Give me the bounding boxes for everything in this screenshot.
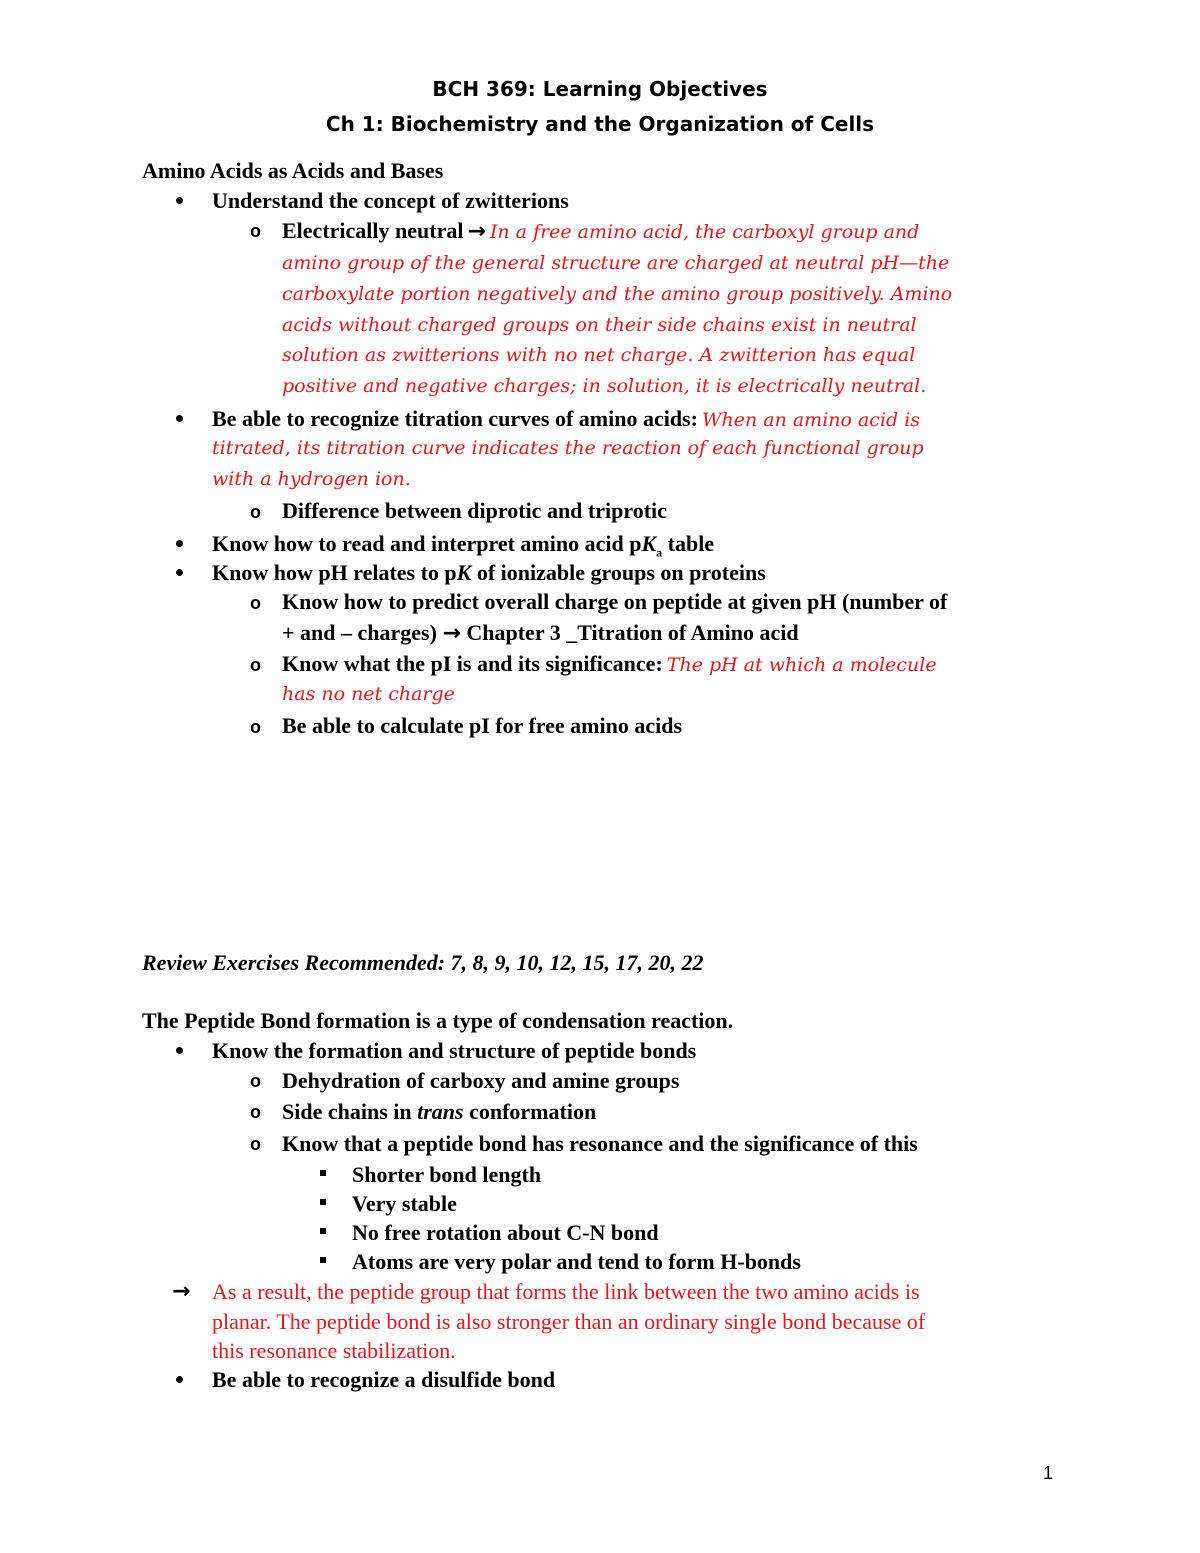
objective-calculate-pi: Be able to calculate pI for free amino acids — [282, 713, 683, 738]
bullet-square-icon — [320, 1228, 326, 1234]
result-note: As a result, the peptide group that forms the link between the two amino acids is — [212, 1279, 920, 1304]
objective-peptide-bonds: Know the formation and structure of peptide bonds — [212, 1038, 697, 1063]
result-note: this resonance stabilization. — [212, 1338, 456, 1363]
objective-trans-conformation: Side chains in trans conformation — [282, 1099, 597, 1124]
bullet-circle-icon: o — [250, 1071, 261, 1091]
section-heading-amino-acids: Amino Acids as Acids and Bases — [142, 158, 444, 183]
review-exercises: Review Exercises Recommended: 7, 8, 9, 10, 12, 15, 17, 20, 22 — [142, 950, 704, 975]
bullet-disc-icon — [176, 1047, 183, 1054]
definition-line: amino group of the general structure are charged at neutral pH—the — [282, 252, 950, 274]
objective-resonance: Know that a peptide bond has resonance and the significance of this — [282, 1131, 918, 1156]
objective-predict-charge: Know how to predict overall charge on peptide at given pH (number of — [282, 589, 948, 614]
result-note: planar. The peptide bond is also stronger than an ordinary single bond because of — [212, 1309, 926, 1334]
bullet-square-icon — [320, 1170, 326, 1176]
arrow-right-icon: → — [442, 621, 461, 646]
bullet-disc-icon — [176, 197, 183, 204]
bullet-circle-icon: o — [250, 502, 261, 522]
definition-line: positive and negative charges; in solution, it is electrically neutral. — [282, 375, 927, 397]
definition-line: has no net charge — [282, 683, 455, 705]
objective-zwitterions: Understand the concept of zwitterions — [212, 188, 569, 213]
bullet-circle-icon: o — [250, 1134, 261, 1154]
arrow-right-icon: → — [467, 219, 486, 244]
objective-disulfide-bond: Be able to recognize a disulfide bond — [212, 1367, 556, 1392]
doc-subtitle: Ch 1: Biochemistry and the Organization of Cells — [325, 112, 875, 136]
bullet-square-icon — [320, 1257, 326, 1263]
bullet-circle-icon: o — [250, 717, 261, 737]
arrow-right-icon: → — [172, 1279, 191, 1304]
bullet-circle-icon: o — [250, 1102, 261, 1122]
bullet-disc-icon — [176, 569, 183, 576]
resonance-point: No free rotation about C-N bond — [352, 1220, 659, 1245]
bullet-circle-icon: o — [250, 221, 261, 241]
objective-predict-charge-cont: + and – charges) → Chapter 3 _Titration of Amino acid — [282, 620, 799, 646]
resonance-point: Atoms are very polar and tend to form H-bonds — [352, 1249, 801, 1274]
definition-line: titrated, its titration curve indicates the reaction of each functional group — [212, 437, 924, 459]
definition-line: solution as zwitterions with no net charge. A zwitterion has equal — [282, 344, 916, 366]
objective-dehydration: Dehydration of carboxy and amine groups — [282, 1068, 680, 1093]
bullet-disc-icon — [176, 1376, 183, 1383]
bullet-disc-icon — [176, 540, 183, 547]
section-heading-peptide-bond: The Peptide Bond formation is a type of condensation reaction. — [142, 1008, 734, 1033]
objective-pi-significance: Know what the pI is and its significance: The pH at which a molecule — [282, 651, 937, 676]
objective-ph-pk: Know how pH relates to pK of ionizable groups on proteins — [212, 560, 766, 585]
objective-diprotic-triprotic: Difference between diprotic and triprotic — [282, 498, 667, 523]
bullet-circle-icon: o — [250, 655, 261, 675]
bullet-disc-icon — [176, 415, 183, 422]
resonance-point: Very stable — [352, 1191, 457, 1216]
doc-title: BCH 369: Learning Objectives — [432, 77, 768, 101]
definition-line: acids without charged groups on their side chains exist in neutral — [282, 314, 917, 336]
objective-titration-curves: Be able to recognize titration curves of amino acids: When an amino acid is — [212, 406, 921, 431]
bullet-circle-icon: o — [250, 593, 261, 613]
resonance-point: Shorter bond length — [352, 1162, 542, 1187]
objective-pka-table: Know how to read and interpret amino acid $pK_a$ table — [212, 531, 715, 560]
bullet-square-icon — [320, 1199, 326, 1205]
page-number: 1 — [1043, 1463, 1054, 1483]
objective-electrically-neutral: Electrically neutral → In a free amino acid, the carboxyl group and — [282, 218, 920, 244]
definition-line: with a hydrogen ion. — [212, 468, 411, 490]
definition-line: carboxylate portion negatively and the amino group positively. Amino — [282, 283, 953, 305]
